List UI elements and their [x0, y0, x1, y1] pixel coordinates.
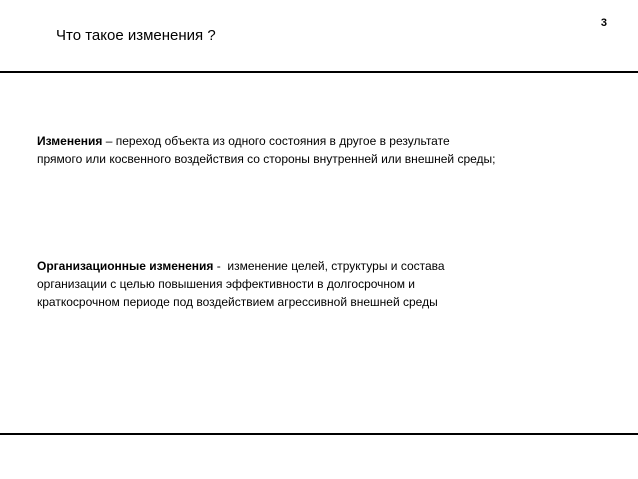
definition-separator: -: [213, 259, 228, 273]
definition-separator: –: [102, 134, 116, 148]
definition-term: Изменения: [37, 134, 103, 148]
slide-title: Что такое изменения ?: [56, 27, 216, 44]
top-divider: [0, 71, 638, 73]
definition-organizational-changes: [37, 257, 617, 311]
definition-text-line-2: организации с целью повышения эффективности в долгосрочном и: [37, 277, 415, 291]
definition-text-line-1: переход объекта из одного состояния в другое в результате: [115, 134, 450, 148]
definition-changes: [37, 132, 617, 168]
definition-text-line-3: краткосрочном периоде под воздействием агрессивной внешней среды: [37, 295, 438, 309]
definition-text-line-2: прямого или косвенного воздействия со стороны внутренней или внешней среды;: [37, 152, 496, 166]
definition-text-line-1: изменение целей, структуры и состава: [227, 259, 445, 273]
definition-term: Организационные изменения: [37, 259, 214, 273]
page-number: 3: [600, 17, 607, 29]
bottom-divider: [0, 433, 638, 435]
